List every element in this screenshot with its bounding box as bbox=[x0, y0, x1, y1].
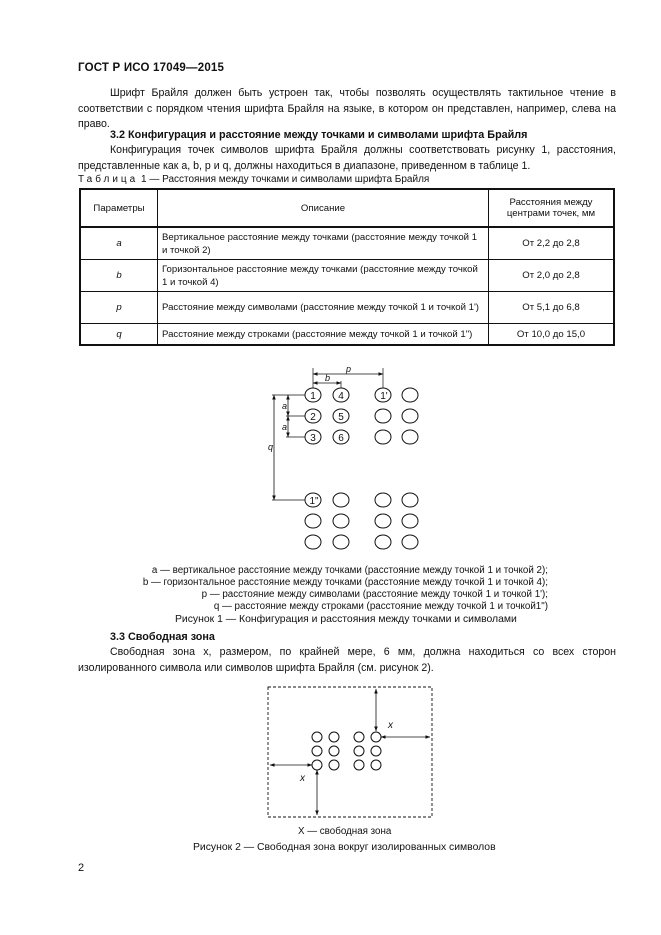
table-row bbox=[80, 227, 614, 260]
braille-dot bbox=[329, 732, 339, 742]
braille-dot bbox=[329, 746, 339, 756]
table-row bbox=[80, 324, 614, 346]
intro-paragraph: Шрифт Брайля должен быть устроен так, чтобы позволять осуществлять тактильное чтение в соответствии с порядком чтения шрифта Брайля на языке, в котором он представлен, например, слева на право. bbox=[78, 87, 616, 130]
dot-label-1-prime: 1' bbox=[380, 391, 388, 402]
braille-dot bbox=[305, 535, 321, 549]
braille-dot bbox=[333, 535, 349, 549]
range-cell: От 2,0 до 2,8 bbox=[489, 260, 615, 292]
label-q: q bbox=[268, 442, 274, 452]
braille-dot bbox=[402, 388, 418, 402]
table-1 bbox=[79, 188, 615, 346]
figure-1-caption: Рисунок 1 — Конфигурация и расстояния между точками и символами bbox=[175, 614, 517, 625]
braille-dot bbox=[312, 760, 322, 770]
table-row bbox=[80, 260, 614, 292]
figure-2-legend: X — свободная зона bbox=[298, 826, 392, 837]
braille-dot bbox=[354, 760, 364, 770]
braille-dot bbox=[402, 430, 418, 444]
table-row bbox=[80, 292, 614, 324]
description-cell: Вертикальное расстояние между точками (расстояние между точкой 1 и точкой 2) bbox=[158, 227, 489, 260]
braille-dot bbox=[354, 732, 364, 742]
legend-item-p: p — расстояние между символами (расстояние между точкой 1 и точкой 1'); bbox=[201, 589, 548, 600]
braille-dot bbox=[333, 514, 349, 528]
braille-dot bbox=[371, 760, 381, 770]
braille-dot bbox=[402, 409, 418, 423]
range-cell: От 2,2 до 2,8 bbox=[489, 227, 615, 260]
legend-item-b: b — горизонтальное расстояние между точками (расстояние между точкой 1 и точкой 4); bbox=[142, 577, 548, 588]
table-caption-text: 1 — Расстояния между точками и символами шрифта Брайля bbox=[138, 174, 430, 185]
figure-2-caption: Рисунок 2 — Свободная зона вокруг изолированных символов bbox=[193, 842, 496, 853]
label-a: a bbox=[282, 401, 288, 411]
dot-label-4: 4 bbox=[338, 391, 344, 402]
legend-item-q: q — расстояние между строками (расстояние между точкой 1 и точкой1") bbox=[213, 601, 548, 612]
label-x: x bbox=[300, 773, 305, 784]
document-header: ГОСТ Р ИСО 17049—2015 bbox=[78, 62, 225, 74]
section-3-2-paragraph: Конфигурация точек символов шрифта Брайля должны соответствовать рисунку 1, расстояния, представленные как a, b, p и q, должны находиться в диапазоне, приведенном в таблице 1. bbox=[78, 144, 616, 172]
label-a: a bbox=[282, 422, 288, 432]
table-caption-label: Таблица bbox=[78, 174, 139, 185]
dot-label-3: 3 bbox=[310, 433, 316, 444]
range-cell: От 5,1 до 6,8 bbox=[489, 292, 615, 324]
braille-dot bbox=[375, 493, 391, 507]
free-zone-boundary bbox=[268, 687, 432, 817]
braille-dot bbox=[333, 493, 349, 507]
param-cell: a bbox=[80, 227, 158, 260]
description-cell: Расстояние между символами (расстояние между точкой 1 и точкой 1') bbox=[158, 292, 489, 324]
dot-label-5: 5 bbox=[338, 412, 344, 423]
section-3-2-heading: 3.2 Конфигурация и расстояние между точками и символами шрифта Брайля bbox=[110, 129, 528, 141]
column-header-description: Описание bbox=[158, 189, 489, 227]
description-cell: Расстояние между строками (расстояние между точкой 1 и точкой 1") bbox=[158, 324, 489, 346]
figure-2-free-zone-diagram bbox=[260, 680, 440, 825]
param-cell: q bbox=[80, 324, 158, 346]
figure-1-legend bbox=[78, 565, 548, 613]
page-number: 2 bbox=[78, 862, 85, 874]
column-header-distance: Расстояния между центрами точек, мм bbox=[489, 189, 615, 227]
legend-item-a: a — вертикальное расстояние между точками (расстояние между точкой 1 и точкой 2); bbox=[151, 565, 548, 576]
braille-dot bbox=[329, 760, 339, 770]
section-3-3-heading: 3.3 Свободная зона bbox=[110, 631, 215, 643]
section-3-3-paragraph: Свободная зона x, размером, по крайней мере, 6 мм, должна находиться со всех сторон изолированного символа или символов шрифта Брайля (см. рисунок 2). bbox=[78, 646, 616, 674]
braille-dot bbox=[312, 732, 322, 742]
dot-label-1-double-prime: 1" bbox=[309, 496, 319, 507]
dot-label-6: 6 bbox=[338, 433, 344, 444]
description-cell: Горизонтальное расстояние между точками (расстояние между точкой 1 и точкой 4) bbox=[158, 260, 489, 292]
table-header-row bbox=[80, 189, 614, 227]
braille-dot bbox=[305, 514, 321, 528]
braille-dot bbox=[375, 409, 391, 423]
dot-label-2: 2 bbox=[310, 412, 316, 423]
braille-dot bbox=[375, 514, 391, 528]
braille-dot bbox=[375, 430, 391, 444]
label-p: p bbox=[346, 364, 352, 374]
braille-dot bbox=[371, 746, 381, 756]
column-header-parameters: Параметры bbox=[80, 189, 158, 227]
braille-dot bbox=[402, 514, 418, 528]
braille-dot bbox=[402, 535, 418, 549]
param-cell: p bbox=[80, 292, 158, 324]
figure-1-braille-diagram bbox=[255, 360, 445, 560]
dot-label-1: 1 bbox=[310, 391, 316, 402]
param-cell: b bbox=[80, 260, 158, 292]
label-b: b bbox=[325, 373, 331, 383]
braille-dot bbox=[312, 746, 322, 756]
braille-dot bbox=[354, 746, 364, 756]
label-x: x bbox=[388, 720, 393, 731]
braille-dot bbox=[402, 493, 418, 507]
braille-dot bbox=[375, 535, 391, 549]
table-1-caption bbox=[78, 174, 429, 185]
braille-dot bbox=[371, 732, 381, 742]
range-cell: От 10,0 до 15,0 bbox=[489, 324, 615, 346]
